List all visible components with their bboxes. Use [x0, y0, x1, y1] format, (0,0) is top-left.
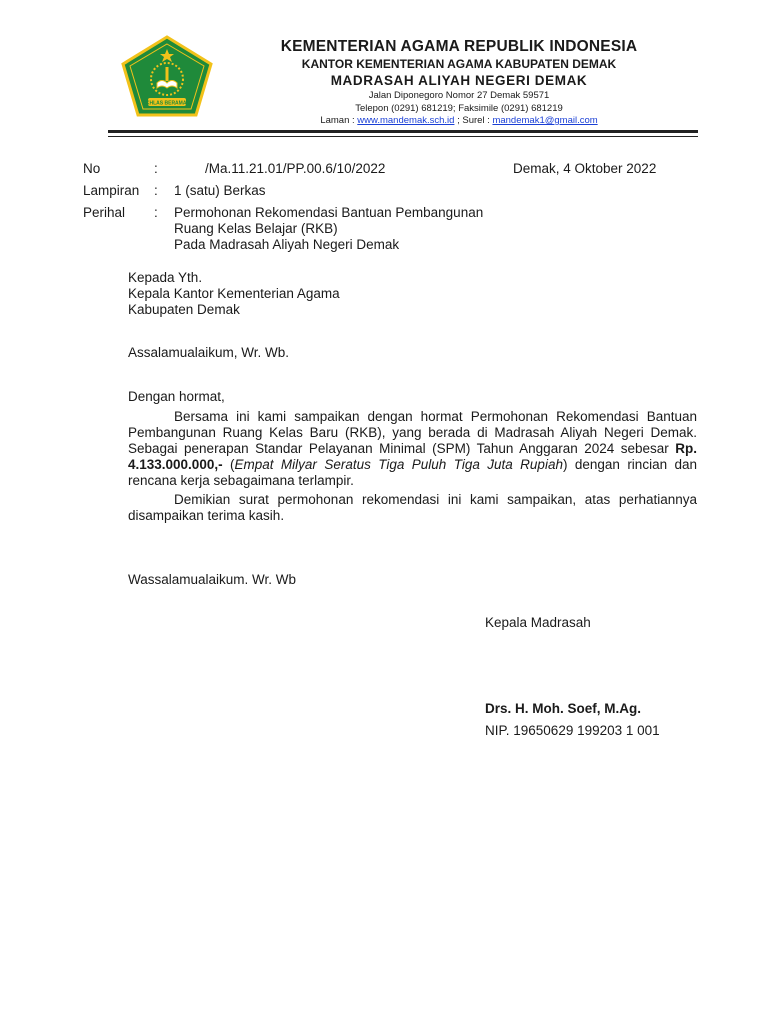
body-paragraph-2 — [128, 492, 697, 524]
number-label: No — [83, 161, 101, 176]
signatory-name: Drs. H. Moh. Soef, M.Ag. — [485, 701, 642, 716]
office-name: KANTOR KEMENTERIAN AGAMA KABUPATEN DEMAK — [301, 57, 617, 71]
signatory-title: Kepala Madrasah — [485, 615, 591, 630]
ministry-emblem-icon — [120, 35, 214, 117]
number-colon: : — [154, 161, 158, 176]
subject-label: Perihal — [83, 205, 126, 220]
mail-label: ; Surel : — [454, 115, 493, 126]
body-paragraph-1 — [128, 409, 697, 489]
school-name: MADRASAH ALIYAH NEGERI DEMAK — [330, 73, 588, 88]
recipient-line-3: Kabupaten Demak — [128, 302, 240, 317]
body-paragraph-1-text: Bersama ini kami sampaikan dengan hormat Permohonan Rekomendasi Bantuan Pembangunan Ruang Kelas Baru (RKB), yang berada di Madrasah Aliyah Negeri Demak. Sebagai penerapan Standar Pelayanan Minimal (SPM) Tahun Anggaran 2024 sebesar — [128, 409, 697, 456]
phone-fax: Telepon (0291) 681219; Faksimile (0291) 681219 — [355, 102, 563, 114]
email-link[interactable]: mandemak1@gmail.com — [492, 115, 598, 126]
web-label: Laman : — [320, 115, 358, 126]
recipient-line-1: Kepada Yth. — [128, 270, 203, 285]
web-mail-line — [230, 115, 688, 128]
number-value: /Ma.11.21.01/PP.00.6/10/2022 — [205, 161, 386, 176]
letterhead — [230, 37, 688, 128]
body-paragraph-1-end: ) dengan rincian dan rencana kerja sebagaimana terlampir. — [128, 457, 698, 488]
amount-figure: Rp. 4.133.000.000,- — [128, 441, 697, 472]
letterhead-divider-thin — [108, 136, 698, 137]
body-paragraph-1-open: ( — [222, 457, 235, 472]
attachment-colon: : — [154, 183, 158, 198]
signatory-nip: NIP. 19650629 199203 1 001 — [485, 723, 660, 738]
attachment-value: 1 (satu) Berkas — [174, 183, 266, 198]
attachment-label: Lampiran — [83, 183, 140, 198]
opening: Dengan hormat, — [128, 389, 225, 404]
website-link[interactable]: www.mandemak.sch.id — [357, 115, 455, 126]
subject-colon: : — [154, 205, 158, 220]
ministry-name: KEMENTERIAN AGAMA REPUBLIK INDONESIA — [280, 38, 638, 55]
closing-salutation: Wassalamualaikum. Wr. Wb — [128, 572, 297, 587]
subject-line-2: Ruang Kelas Belajar (RKB) — [174, 221, 338, 236]
subject-line-1: Permohonan Rekomendasi Bantuan Pembangunan — [174, 205, 484, 220]
recipient-line-2: Kepala Kantor Kementerian Agama — [128, 286, 340, 301]
subject-line-3: Pada Madrasah Aliyah Negeri Demak — [174, 237, 400, 252]
letterhead-divider-thick — [108, 130, 698, 133]
greeting: Assalamualaikum, Wr. Wb. — [128, 345, 290, 360]
body-paragraph-2-text: Demikian surat permohonan rekomendasi ini kami sampaikan, atas perhatiannya disampaikan terima kasih. — [128, 492, 697, 523]
letter-date: Demak, 4 Oktober 2022 — [513, 161, 657, 176]
emblem-motto: IKHLAS BERAMAL — [144, 100, 190, 107]
amount-in-words: Empat Milyar Seratus Tiga Puluh Tiga Juta Rupiah — [234, 457, 563, 472]
address: Jalan Diponegoro Nomor 27 Demak 59571 — [368, 90, 550, 101]
